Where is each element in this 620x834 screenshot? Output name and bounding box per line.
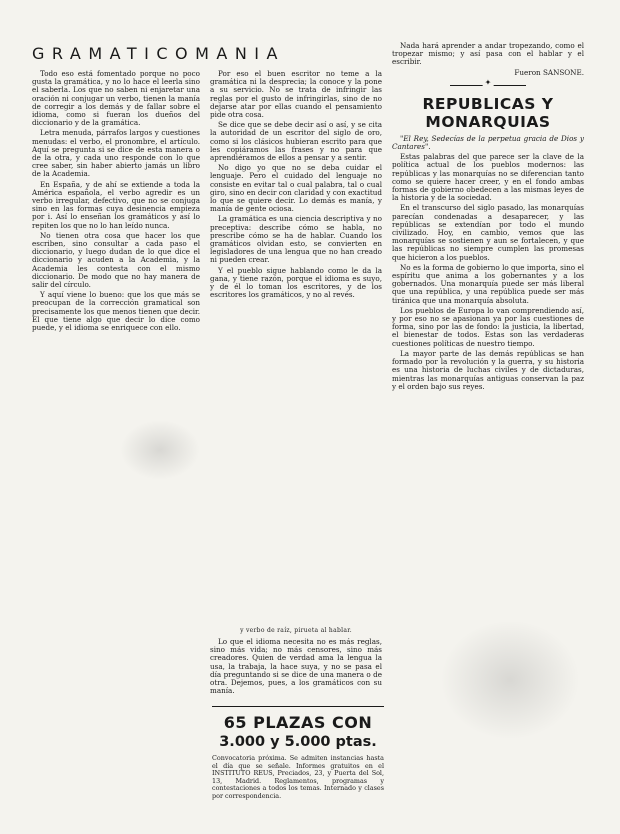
- section-divider: [392, 77, 584, 89]
- paragraph: Letra menuda, párrafos largos y cuestiones menudas: el verbo, el pronombre, el artículo. Aquí se pregunta si se dice de esta manera o de la otra, y cada uno responde con lo que cree saber, sin haber abierto jamás un libro de la Academia.: [32, 128, 200, 179]
- paragraph: Lo que el idioma necesita no es más reglas, sino más vida; no más censores, sino más creadores. Quien de verdad ama la lengua la usa, la trabaja, la hace suya, y no se pasa el día preguntando si se dice de una manera o de otra. Dejemos, pues, a los gramáticos con su manía.: [210, 637, 382, 696]
- dateline: "El Rey, Sedecías de la perpetua gracia de Dios y Cantares".: [392, 133, 584, 152]
- advertisement: [212, 706, 384, 825]
- intro-paragraph: Nada hará aprender a andar tropezando, como el tropezar mismo; y así pasa con el hablar y el escribir.: [392, 41, 584, 67]
- paragraph: La gramática es una ciencia descriptiva y no preceptiva: describe cómo se habla, no prescribe cómo se ha de hablar. Cuando los gramáticos olvidan esto, se convierten en legisladores de una lengua que no han creado ni pueden crear.: [210, 214, 382, 265]
- paragraph: Y aquí viene lo bueno: que los que más se preocupan de la corrección gramatical son precisamente los que menos tienen que decir. El que tiene algo que decir lo dice como puede, y el idioma se enriquece con ello.: [32, 290, 200, 333]
- paragraph: Por eso el buen escritor no teme a la gramática ni la desprecia; la conoce y la pone a su servicio. No se trata de infringir las reglas por el gusto de infringirlas, sino de no dejarse atar por ellas cuando el pensamiento pide otra cosa.: [210, 69, 382, 120]
- paragraph: En España, y de ahí se extiende a toda la América española, el verbo agredir es un verbo irregular, defectivo, que no se conjuga sino en las formas cuya desinencia empieza por i. Así lo enseñan los gramáticos y así lo repiten los que no lo han leído nunca.: [32, 179, 200, 230]
- article-column-1: [32, 70, 200, 825]
- column-caption: y verbo de raíz, pirueta al hablar.: [240, 627, 352, 634]
- article-column-3: [392, 42, 584, 827]
- paragraph: Y el pueblo sigue hablando como le da la gana, y tiene razón, porque el idioma es suyo, y de él lo toman los escritores, y de los escritores los gramáticos, y no al revés.: [210, 265, 382, 300]
- ad-body: Convocatoria próxima. Se admiten instancias hasta el día que se señale. Informes gratuitos en el INSTITUTO REUS, Preciados, 23, y Puerta del Sol, 13, Madrid. Reglamentos, programas y contestaciones a todos los temas. Internado y clases por correspondencia.: [212, 754, 384, 800]
- article-column-2: [210, 70, 382, 625]
- article-title: GRAMATICOMANIA: [32, 44, 285, 63]
- article-column-2-continued: [210, 637, 382, 696]
- paragraph: En el transcurso del siglo pasado, las monarquías parecían condenadas a desaparecer, y las repúblicas se extendían por todo el mundo civilizado. Hoy, en cambio, vemos que las monarquías se sostienen y aun se fortalecen, y que las repúblicas no siempre cumplen las promesas que hicieron a los pueblos.: [392, 203, 584, 262]
- paragraph: Se dice que se debe decir así o así, y se cita la autoridad de un escritor del siglo de oro, como si los clásicos hubieran escrito para que les copiáramos las frases y no para que aprendiéramos de ellos a pensar y a sentir.: [210, 120, 382, 163]
- paragraph: Los pueblos de Europa lo van comprendiendo así, y por eso no se apasionan ya por las cuestiones de forma, sino por las de fondo: la justicia, la libertad, el bienestar de todos. Estas son las verdaderas cuestiones políticas de nuestro tiempo.: [392, 305, 584, 348]
- paragraph: Estas palabras del que parece ser la clave de la política actual de los pueblos modernos: las repúblicas y las monarquías no se diferencian tanto como se quiere hacer creer, y en el fondo ambas formas de gobierno obedecen a las mismas leyes de la historia y de la sociedad.: [392, 152, 584, 203]
- paragraph: La mayor parte de las demás repúblicas se han formado por la revolución y la guerra, y su historia es una historia de luchas civiles y de dictaduras, mientras las monarquías antiguas conservan la paz y el orden bajo sus reyes.: [392, 348, 584, 391]
- ad-headline: 65 PLAZAS CON: [223, 713, 373, 732]
- paragraph: No es la forma de gobierno lo que importa, sino el espíritu que anima a los gobernantes y a los gobernados. Una monarquía puede ser más liberal que una república, y una república puede ser más tiránica que una monarquía absoluta.: [392, 262, 584, 305]
- article-headline: REPUBLICAS Y MONARQUIAS: [422, 94, 554, 131]
- ad-subheadline: 3.000 y 5.000 ptas.: [219, 734, 377, 750]
- paragraph: No tienen otra cosa que hacer los que escriben, sino consultar a cada paso el diccionario, y luego dudan de lo que dice el diccionario y acuden a la Academia, y la Academia les contesta con el mismo diccionario. De modo que no hay manera de salir del círculo.: [32, 230, 200, 290]
- signature: Fueron SANSONE.: [514, 67, 584, 77]
- paragraph: Todo eso está fomentado porque no poco gusta la gramática, y no lo hace el leerla sino el saberla. Los que no saben ni enjaretar una oración ni conjugar un verbo, tienen la manía de corregir a los demás y de fallar sobre el idioma, como si fueran los dueños del diccionario y de la gramática.: [32, 69, 200, 128]
- paragraph: No digo yo que no se deba cuidar el lenguaje. Pero el cuidado del lenguaje no consiste en evitar tal o cual palabra, tal o cual giro, sino en decir con claridad y con exactitud lo que se quiere decir. Lo demás es manía, y manía de gente ociosa.: [210, 163, 382, 214]
- ornament-icon: ✦: [484, 77, 492, 87]
